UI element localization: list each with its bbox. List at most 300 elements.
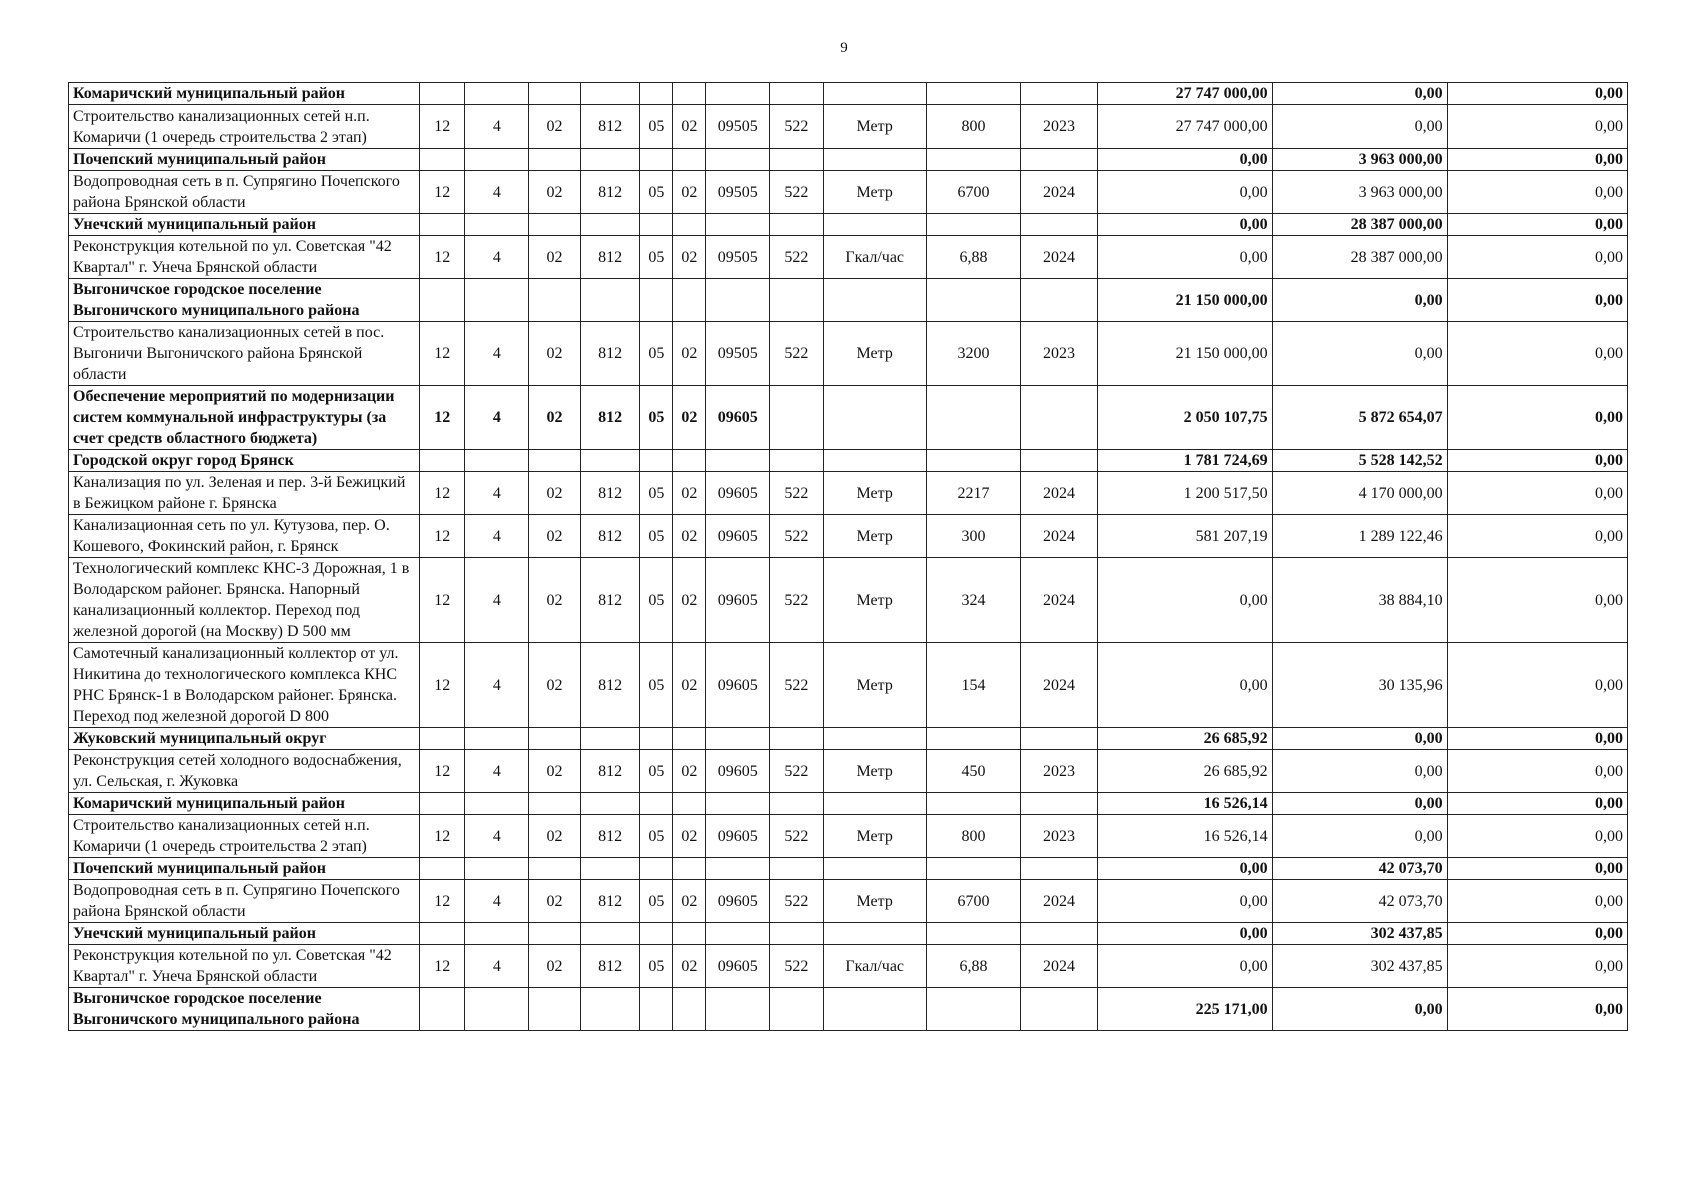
cell-expense-type: 522	[770, 171, 824, 214]
cell-amount-2: 42 073,70	[1272, 858, 1447, 880]
cell-amount-3: 0,00	[1447, 322, 1627, 386]
cell-subsection	[465, 923, 529, 945]
cell-capacity	[926, 450, 1021, 472]
cell-capacity: 800	[926, 815, 1021, 858]
cell-gov-code: 812	[580, 558, 640, 643]
cell-expense-type	[770, 279, 824, 322]
cell-expense-type	[770, 386, 824, 450]
cell-podrazdel	[673, 214, 706, 236]
cell-program	[529, 728, 580, 750]
cell-gov-code: 812	[580, 945, 640, 988]
cell-capacity: 300	[926, 515, 1021, 558]
cell-amount-2: 5 528 142,52	[1272, 450, 1447, 472]
cell-gov-code: 812	[580, 322, 640, 386]
cell-amount-1: 0,00	[1097, 858, 1272, 880]
cell-section	[420, 83, 465, 105]
cell-gov-code: 812	[580, 643, 640, 728]
cell-subsection	[465, 728, 529, 750]
cell-expense-type: 522	[770, 558, 824, 643]
cell-target-article: 09605	[706, 880, 770, 923]
cell-section	[420, 279, 465, 322]
table-row	[69, 558, 1628, 643]
cell-expense-type: 522	[770, 945, 824, 988]
cell-podrazdel	[673, 793, 706, 815]
cell-subsection	[465, 858, 529, 880]
cell-expense-type: 522	[770, 880, 824, 923]
cell-razdel	[640, 149, 673, 171]
cell-podrazdel: 02	[673, 815, 706, 858]
cell-razdel: 05	[640, 750, 673, 793]
cell-amount-3: 0,00	[1447, 558, 1627, 643]
cell-program	[529, 988, 580, 1031]
cell-section: 12	[420, 643, 465, 728]
cell-capacity: 2217	[926, 472, 1021, 515]
cell-name: Почепский муниципальный район	[69, 858, 420, 880]
cell-subsection: 4	[465, 105, 529, 149]
cell-name: Реконструкция котельной по ул. Советская "42 Квартал" г. Унеча Брянской области	[69, 945, 420, 988]
cell-program: 02	[529, 171, 580, 214]
cell-year	[1021, 279, 1097, 322]
cell-name: Обеспечение мероприятий по модернизации систем коммунальной инфраструктуры (за счет средств областного бюджета)	[69, 386, 420, 450]
cell-program	[529, 83, 580, 105]
cell-expense-type: 522	[770, 236, 824, 279]
cell-razdel	[640, 728, 673, 750]
table-row	[69, 515, 1628, 558]
cell-target-article	[706, 728, 770, 750]
cell-amount-2: 0,00	[1272, 105, 1447, 149]
table-row	[69, 322, 1628, 386]
cell-amount-1: 0,00	[1097, 214, 1272, 236]
cell-expense-type	[770, 728, 824, 750]
cell-razdel	[640, 858, 673, 880]
cell-gov-code: 812	[580, 815, 640, 858]
cell-year: 2024	[1021, 171, 1097, 214]
cell-amount-3: 0,00	[1447, 279, 1627, 322]
cell-target-article	[706, 450, 770, 472]
cell-podrazdel: 02	[673, 515, 706, 558]
table-row	[69, 643, 1628, 728]
cell-amount-3: 0,00	[1447, 83, 1627, 105]
cell-amount-2: 0,00	[1272, 988, 1447, 1031]
cell-program: 02	[529, 945, 580, 988]
cell-target-article: 09605	[706, 815, 770, 858]
cell-target-article	[706, 214, 770, 236]
cell-program: 02	[529, 643, 580, 728]
cell-amount-3: 0,00	[1447, 815, 1627, 858]
cell-year: 2024	[1021, 643, 1097, 728]
cell-target-article	[706, 923, 770, 945]
table-row	[69, 171, 1628, 214]
cell-year	[1021, 386, 1097, 450]
cell-gov-code: 812	[580, 171, 640, 214]
cell-razdel: 05	[640, 815, 673, 858]
cell-gov-code	[580, 450, 640, 472]
cell-name: Строительство канализационных сетей в пос. Выгоничи Выгоничского района Брянской области	[69, 322, 420, 386]
cell-subsection: 4	[465, 515, 529, 558]
cell-amount-1: 0,00	[1097, 171, 1272, 214]
cell-subsection	[465, 279, 529, 322]
cell-unit	[823, 279, 926, 322]
cell-program	[529, 149, 580, 171]
cell-section	[420, 988, 465, 1031]
cell-subsection	[465, 83, 529, 105]
cell-name: Выгоничское городское поселение Выгоничского муниципального района	[69, 988, 420, 1031]
cell-name: Почепский муниципальный район	[69, 149, 420, 171]
cell-year	[1021, 214, 1097, 236]
cell-podrazdel	[673, 450, 706, 472]
cell-unit: Метр	[823, 105, 926, 149]
cell-amount-1: 16 526,14	[1097, 793, 1272, 815]
cell-razdel: 05	[640, 105, 673, 149]
cell-target-article: 09505	[706, 322, 770, 386]
cell-unit: Метр	[823, 558, 926, 643]
cell-podrazdel: 02	[673, 558, 706, 643]
cell-name: Унечский муниципальный район	[69, 923, 420, 945]
cell-expense-type	[770, 214, 824, 236]
cell-podrazdel: 02	[673, 880, 706, 923]
cell-podrazdel	[673, 149, 706, 171]
cell-unit	[823, 988, 926, 1031]
cell-capacity: 324	[926, 558, 1021, 643]
cell-expense-type: 522	[770, 515, 824, 558]
cell-year	[1021, 858, 1097, 880]
cell-podrazdel: 02	[673, 105, 706, 149]
cell-name: Жуковский муниципальный округ	[69, 728, 420, 750]
cell-year	[1021, 923, 1097, 945]
cell-amount-2: 0,00	[1272, 279, 1447, 322]
table-row	[69, 880, 1628, 923]
cell-year: 2024	[1021, 558, 1097, 643]
cell-subsection: 4	[465, 750, 529, 793]
cell-amount-3: 0,00	[1447, 945, 1627, 988]
cell-year: 2024	[1021, 945, 1097, 988]
cell-razdel: 05	[640, 472, 673, 515]
cell-section: 12	[420, 472, 465, 515]
cell-capacity	[926, 386, 1021, 450]
table-body	[69, 83, 1628, 1031]
cell-target-article: 09605	[706, 472, 770, 515]
cell-amount-1: 0,00	[1097, 149, 1272, 171]
cell-podrazdel: 02	[673, 171, 706, 214]
cell-section: 12	[420, 945, 465, 988]
cell-amount-3: 0,00	[1447, 105, 1627, 149]
cell-amount-1: 27 747 000,00	[1097, 105, 1272, 149]
cell-amount-1: 1 200 517,50	[1097, 472, 1272, 515]
cell-program	[529, 279, 580, 322]
cell-unit	[823, 923, 926, 945]
cell-podrazdel: 02	[673, 472, 706, 515]
cell-amount-1: 0,00	[1097, 880, 1272, 923]
table-row-group	[69, 279, 1628, 322]
cell-amount-3: 0,00	[1447, 988, 1627, 1031]
cell-target-article: 09605	[706, 750, 770, 793]
cell-razdel: 05	[640, 643, 673, 728]
cell-program: 02	[529, 322, 580, 386]
cell-subsection: 4	[465, 815, 529, 858]
cell-unit	[823, 83, 926, 105]
cell-name: Водопроводная сеть в п. Супрягино Почепского района Брянской области	[69, 880, 420, 923]
cell-gov-code: 812	[580, 386, 640, 450]
cell-expense-type: 522	[770, 643, 824, 728]
cell-year: 2023	[1021, 750, 1097, 793]
cell-razdel	[640, 214, 673, 236]
cell-program: 02	[529, 750, 580, 793]
cell-section: 12	[420, 236, 465, 279]
cell-razdel: 05	[640, 171, 673, 214]
cell-subsection: 4	[465, 171, 529, 214]
cell-razdel	[640, 450, 673, 472]
cell-unit: Метр	[823, 472, 926, 515]
cell-subsection: 4	[465, 472, 529, 515]
cell-subsection	[465, 793, 529, 815]
cell-podrazdel: 02	[673, 236, 706, 279]
cell-razdel: 05	[640, 322, 673, 386]
cell-unit	[823, 728, 926, 750]
cell-razdel: 05	[640, 945, 673, 988]
cell-target-article: 09605	[706, 558, 770, 643]
cell-capacity	[926, 858, 1021, 880]
cell-amount-1: 16 526,14	[1097, 815, 1272, 858]
cell-capacity: 6700	[926, 171, 1021, 214]
cell-unit: Метр	[823, 171, 926, 214]
cell-gov-code	[580, 728, 640, 750]
cell-podrazdel	[673, 279, 706, 322]
cell-name: Реконструкция котельной по ул. Советская "42 Квартал" г. Унеча Брянской области	[69, 236, 420, 279]
cell-razdel	[640, 279, 673, 322]
cell-name: Канализация по ул. Зеленая и пер. 3-й Бежицкий в Бежицком районе г. Брянска	[69, 472, 420, 515]
cell-program	[529, 858, 580, 880]
table-row-group	[69, 83, 1628, 105]
cell-expense-type: 522	[770, 750, 824, 793]
cell-capacity	[926, 83, 1021, 105]
cell-subsection: 4	[465, 880, 529, 923]
cell-amount-2: 42 073,70	[1272, 880, 1447, 923]
cell-razdel: 05	[640, 558, 673, 643]
cell-podrazdel: 02	[673, 322, 706, 386]
cell-gov-code: 812	[580, 236, 640, 279]
cell-program: 02	[529, 386, 580, 450]
cell-section	[420, 728, 465, 750]
cell-podrazdel	[673, 728, 706, 750]
cell-gov-code	[580, 83, 640, 105]
cell-amount-3: 0,00	[1447, 880, 1627, 923]
cell-target-article	[706, 988, 770, 1031]
cell-subsection: 4	[465, 643, 529, 728]
table-row	[69, 945, 1628, 988]
cell-capacity	[926, 793, 1021, 815]
cell-year	[1021, 450, 1097, 472]
cell-amount-1: 1 781 724,69	[1097, 450, 1272, 472]
cell-section: 12	[420, 750, 465, 793]
cell-year: 2024	[1021, 236, 1097, 279]
cell-program	[529, 923, 580, 945]
cell-capacity	[926, 923, 1021, 945]
cell-subsection: 4	[465, 236, 529, 279]
cell-podrazdel	[673, 988, 706, 1031]
cell-unit: Метр	[823, 815, 926, 858]
cell-amount-2: 1 289 122,46	[1272, 515, 1447, 558]
cell-amount-3: 0,00	[1447, 171, 1627, 214]
cell-gov-code	[580, 793, 640, 815]
cell-subsection	[465, 450, 529, 472]
cell-expense-type: 522	[770, 105, 824, 149]
cell-capacity: 450	[926, 750, 1021, 793]
cell-razdel: 05	[640, 236, 673, 279]
cell-amount-3: 0,00	[1447, 858, 1627, 880]
cell-name: Комаричский муниципальный район	[69, 793, 420, 815]
cell-expense-type: 522	[770, 815, 824, 858]
cell-year	[1021, 83, 1097, 105]
cell-subsection: 4	[465, 386, 529, 450]
cell-target-article: 09605	[706, 945, 770, 988]
cell-amount-3: 0,00	[1447, 515, 1627, 558]
cell-section	[420, 793, 465, 815]
cell-target-article: 09505	[706, 171, 770, 214]
cell-name: Комаричский муниципальный район	[69, 83, 420, 105]
table-row	[69, 815, 1628, 858]
cell-amount-2: 5 872 654,07	[1272, 386, 1447, 450]
cell-program: 02	[529, 236, 580, 279]
cell-amount-3: 0,00	[1447, 793, 1627, 815]
cell-podrazdel: 02	[673, 945, 706, 988]
cell-section	[420, 149, 465, 171]
cell-capacity	[926, 214, 1021, 236]
table-row-group	[69, 858, 1628, 880]
cell-unit: Гкал/час	[823, 236, 926, 279]
cell-capacity	[926, 728, 1021, 750]
table-row-group	[69, 988, 1628, 1031]
cell-podrazdel: 02	[673, 643, 706, 728]
cell-amount-3: 0,00	[1447, 214, 1627, 236]
budget-table	[68, 82, 1628, 1031]
cell-capacity: 3200	[926, 322, 1021, 386]
cell-section: 12	[420, 322, 465, 386]
table-row-group	[69, 450, 1628, 472]
cell-unit	[823, 386, 926, 450]
cell-capacity	[926, 988, 1021, 1031]
cell-subsection: 4	[465, 322, 529, 386]
cell-amount-2: 0,00	[1272, 322, 1447, 386]
cell-target-article	[706, 279, 770, 322]
cell-podrazdel	[673, 858, 706, 880]
table-row-group	[69, 728, 1628, 750]
cell-amount-1: 21 150 000,00	[1097, 322, 1272, 386]
cell-unit: Метр	[823, 515, 926, 558]
cell-section	[420, 214, 465, 236]
cell-capacity: 6700	[926, 880, 1021, 923]
cell-gov-code: 812	[580, 105, 640, 149]
cell-amount-1: 0,00	[1097, 945, 1272, 988]
cell-razdel: 05	[640, 515, 673, 558]
cell-gov-code	[580, 923, 640, 945]
cell-gov-code	[580, 149, 640, 171]
cell-program: 02	[529, 472, 580, 515]
cell-amount-3: 0,00	[1447, 472, 1627, 515]
table-row-group	[69, 386, 1628, 450]
cell-amount-1: 27 747 000,00	[1097, 83, 1272, 105]
cell-program	[529, 214, 580, 236]
cell-unit	[823, 149, 926, 171]
cell-gov-code	[580, 279, 640, 322]
cell-amount-2: 28 387 000,00	[1272, 214, 1447, 236]
cell-target-article	[706, 83, 770, 105]
cell-amount-2: 4 170 000,00	[1272, 472, 1447, 515]
table-row	[69, 236, 1628, 279]
cell-program: 02	[529, 105, 580, 149]
cell-gov-code: 812	[580, 515, 640, 558]
cell-razdel: 05	[640, 386, 673, 450]
cell-unit	[823, 450, 926, 472]
cell-amount-1: 581 207,19	[1097, 515, 1272, 558]
cell-amount-1: 21 150 000,00	[1097, 279, 1272, 322]
table-row-group	[69, 214, 1628, 236]
cell-program	[529, 793, 580, 815]
cell-name: Городской округ город Брянск	[69, 450, 420, 472]
cell-year	[1021, 793, 1097, 815]
cell-target-article	[706, 793, 770, 815]
cell-amount-1: 2 050 107,75	[1097, 386, 1272, 450]
cell-target-article: 09605	[706, 386, 770, 450]
cell-section: 12	[420, 558, 465, 643]
cell-section: 12	[420, 815, 465, 858]
cell-expense-type	[770, 858, 824, 880]
cell-expense-type	[770, 83, 824, 105]
cell-razdel: 05	[640, 880, 673, 923]
cell-amount-2: 0,00	[1272, 793, 1447, 815]
cell-amount-1: 26 685,92	[1097, 728, 1272, 750]
cell-amount-1: 26 685,92	[1097, 750, 1272, 793]
cell-amount-3: 0,00	[1447, 643, 1627, 728]
cell-program: 02	[529, 815, 580, 858]
cell-gov-code: 812	[580, 472, 640, 515]
cell-amount-1: 0,00	[1097, 558, 1272, 643]
cell-razdel	[640, 923, 673, 945]
cell-section: 12	[420, 386, 465, 450]
table-row	[69, 472, 1628, 515]
cell-program: 02	[529, 558, 580, 643]
table-row	[69, 750, 1628, 793]
cell-section	[420, 858, 465, 880]
cell-subsection: 4	[465, 945, 529, 988]
cell-razdel	[640, 988, 673, 1031]
cell-amount-2: 0,00	[1272, 728, 1447, 750]
cell-year: 2023	[1021, 322, 1097, 386]
cell-podrazdel	[673, 923, 706, 945]
cell-capacity	[926, 279, 1021, 322]
cell-year: 2024	[1021, 515, 1097, 558]
cell-unit: Метр	[823, 643, 926, 728]
table-row-group	[69, 149, 1628, 171]
cell-section: 12	[420, 515, 465, 558]
cell-amount-1: 0,00	[1097, 643, 1272, 728]
cell-unit	[823, 793, 926, 815]
cell-amount-3: 0,00	[1447, 236, 1627, 279]
cell-amount-3: 0,00	[1447, 923, 1627, 945]
cell-year	[1021, 728, 1097, 750]
cell-amount-3: 0,00	[1447, 149, 1627, 171]
cell-year: 2023	[1021, 815, 1097, 858]
cell-target-article: 09505	[706, 236, 770, 279]
cell-expense-type: 522	[770, 322, 824, 386]
cell-name: Строительство канализационных сетей н.п. Комаричи (1 очередь строительства 2 этап)	[69, 105, 420, 149]
cell-name: Водопроводная сеть в п. Супрягино Почепского района Брянской области	[69, 171, 420, 214]
cell-section	[420, 450, 465, 472]
cell-target-article: 09605	[706, 515, 770, 558]
cell-program: 02	[529, 880, 580, 923]
cell-name: Канализационная сеть по ул. Кутузова, пер. О. Кошевого, Фокинский район, г. Брянск	[69, 515, 420, 558]
cell-unit: Метр	[823, 322, 926, 386]
cell-amount-2: 3 963 000,00	[1272, 171, 1447, 214]
